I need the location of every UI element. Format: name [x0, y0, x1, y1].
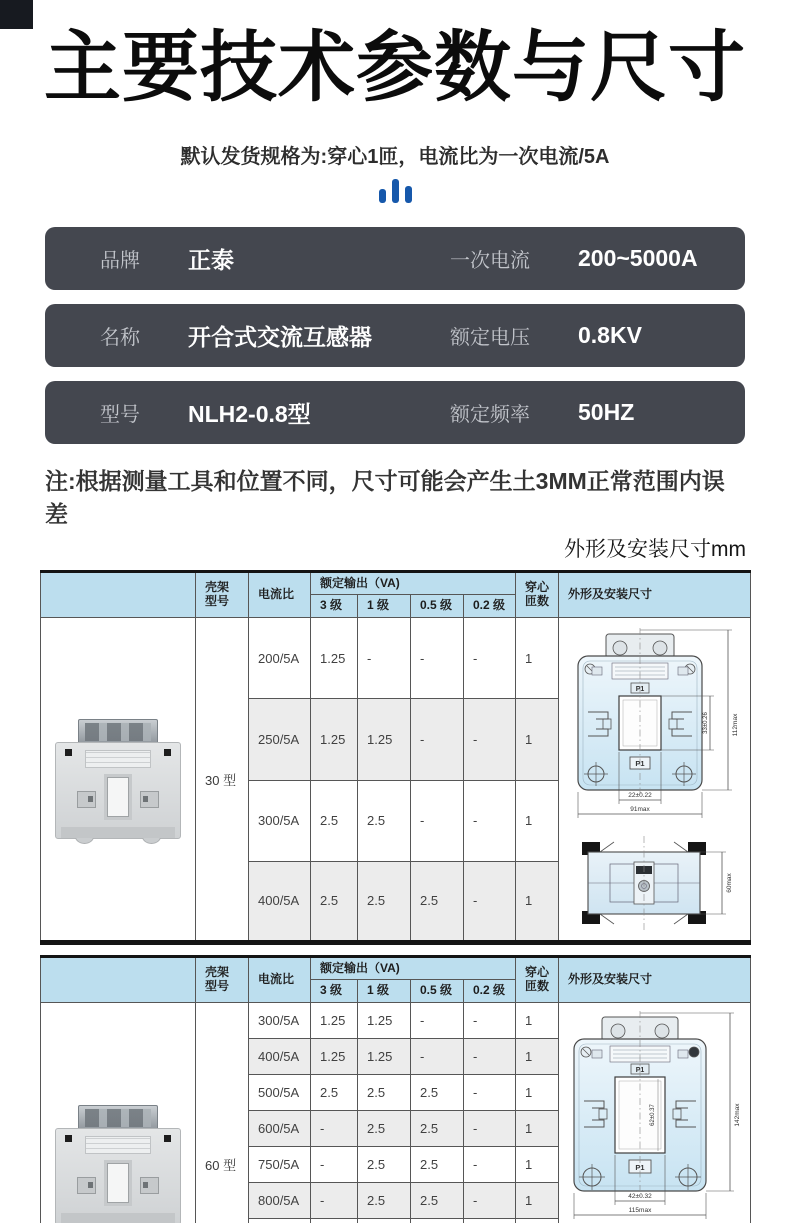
cell-c02: -	[464, 1111, 516, 1147]
device-foot	[142, 1215, 161, 1223]
dim-window-width-label: 22±0.22	[628, 792, 652, 799]
product-photo-30	[55, 719, 181, 839]
cell-c05: -	[411, 1039, 464, 1075]
device-nameplate	[85, 1136, 151, 1154]
header-class-05: 0.5 级	[411, 595, 464, 618]
tolerance-note: 注:根据测量工具和位置不同，尺寸可能会产生土3MM正常范围内误差	[45, 468, 725, 527]
cell-ratio: 800/5A	[249, 1183, 311, 1219]
device-nameplate	[85, 750, 151, 768]
cell-ratio: 250/5A	[249, 699, 311, 780]
header-class-1: 1 级	[358, 980, 411, 1003]
frame-model-cell: 60 型	[196, 1003, 249, 1223]
header-class-02: 0.2 级	[464, 595, 516, 618]
cell-ratio: 400/5A	[249, 1039, 311, 1075]
cell-c05: 2.5	[411, 1183, 464, 1219]
dimension-drawing-top-30	[562, 826, 747, 940]
device-terminal-block	[78, 1105, 158, 1131]
spec-label: 额定电压	[450, 327, 530, 349]
cell-turns: 1	[516, 1039, 559, 1075]
cell-c3: 2.5	[311, 861, 358, 942]
cell-c02: -	[464, 861, 516, 942]
dim-window-width-label: 42±0.32	[628, 1193, 652, 1200]
cell-c1: 2.5	[358, 780, 411, 861]
cell-class1: -	[358, 618, 411, 699]
header-class-02: 0.2 级	[464, 980, 516, 1003]
spec-bar-brand	[45, 227, 745, 290]
dimension-drawing-front-30	[562, 620, 747, 820]
header-class-05: 0.5 级	[411, 980, 464, 1003]
cell-c02: -	[464, 780, 516, 861]
device-screw-dot	[65, 749, 72, 756]
spec-value: NLH2-0.8型	[188, 401, 311, 427]
spec-row	[41, 1003, 751, 1039]
header-frame-model: 壳架 型号	[196, 572, 249, 618]
cell-ratio: 400/5A	[249, 861, 311, 942]
cell-turns: 1	[516, 1003, 559, 1039]
cell-c05: 2.5	[411, 1111, 464, 1147]
device-foot	[75, 1215, 94, 1223]
dim-window-height-label: 33±0.26	[703, 712, 710, 734]
dim-height-label: 142max	[734, 1103, 742, 1127]
cell-c3: -	[311, 1147, 358, 1183]
cell-c3: -	[311, 1183, 358, 1219]
cell-c1: 2.5	[358, 1147, 411, 1183]
cell-turns: 1	[516, 861, 559, 942]
p1-label: P1	[635, 759, 645, 768]
dim-depth-label: 60max	[726, 873, 734, 893]
cell-c3: 1.25	[311, 1039, 358, 1075]
spec-value: 0.8KV	[578, 322, 642, 348]
dim-height-label: 112max	[732, 713, 740, 737]
cell-turns: 1	[516, 1183, 559, 1219]
cell-class3: 1.25	[311, 618, 358, 699]
spec-value: 正泰	[188, 247, 234, 273]
bar-chart-icon-bar	[405, 186, 412, 203]
cell-c1: 2.5	[358, 1183, 411, 1219]
spec-label: 一次电流	[450, 250, 530, 272]
cell-class05: -	[411, 618, 464, 699]
header-turns: 穿心 匝数	[516, 957, 559, 1003]
cell-class05: -	[411, 1003, 464, 1039]
device-side-tab	[140, 791, 159, 808]
device-screw-dot	[164, 1135, 171, 1142]
device-foot	[75, 829, 94, 844]
cell-c02: -	[464, 1183, 516, 1219]
spec-table-60	[40, 955, 751, 1223]
header-class-3: 3 级	[311, 980, 358, 1003]
cell-turns: 1	[516, 699, 559, 780]
spec-value: 开合式交流互感器	[188, 324, 372, 350]
cell-c1: 2.5	[358, 1075, 411, 1111]
dimension-drawing-front-60	[562, 1005, 747, 1223]
cell-c1: 2.5	[358, 861, 411, 942]
product-photo-cell-60	[41, 1003, 196, 1223]
cell-c05: -	[411, 699, 464, 780]
cell-c3: -	[311, 1111, 358, 1147]
header-frame-model: 壳架 型号	[196, 957, 249, 1003]
header-dimensions: 外形及安装尺寸	[559, 957, 751, 1003]
p1-label: P1	[635, 1067, 645, 1074]
cell-c05: 2.5	[411, 1075, 464, 1111]
header-current-ratio: 电流比	[249, 957, 311, 1003]
dimension-unit-note: 外形及安装尺寸mm	[564, 538, 746, 561]
spec-bar-model	[45, 381, 745, 444]
cell-class3: 1.25	[311, 1003, 358, 1039]
cell-c05: -	[411, 780, 464, 861]
header-rated-output: 额定输出（VA)	[311, 957, 516, 980]
frame-model-cell: 30 型	[196, 618, 249, 943]
cell-c05: 2.5	[411, 1147, 464, 1183]
dim-window-height-label: 62±0.37	[650, 1104, 657, 1126]
device-screw-dot	[164, 749, 171, 756]
device-body	[55, 1128, 181, 1223]
header-photo-col	[41, 572, 196, 618]
cell-c02: -	[464, 699, 516, 780]
cell-c1: 1.25	[358, 699, 411, 780]
spec-value: 50HZ	[578, 399, 635, 425]
header-photo-col	[41, 957, 196, 1003]
cell-c02: -	[464, 1039, 516, 1075]
cell-class02: -	[464, 1003, 516, 1039]
cell-turns: 1	[516, 780, 559, 861]
page-title: 主要技术参数与尺寸	[44, 25, 746, 111]
bar-chart-icon-bar	[379, 189, 386, 203]
cell-ratio: 300/5A	[249, 780, 311, 861]
device-screw-dot	[65, 1135, 72, 1142]
header-class-1: 1 级	[358, 595, 411, 618]
cell-ratio: 500/5A	[249, 1075, 311, 1111]
product-photo-cell-30	[41, 618, 196, 943]
cell-c3: 2.5	[311, 780, 358, 861]
cell-c3: 2.5	[311, 1075, 358, 1111]
header-class-3: 3 级	[311, 595, 358, 618]
cell-c02: -	[464, 1147, 516, 1183]
cell-c1: 1.25	[358, 1039, 411, 1075]
page-subtitle: 默认发货规格为:穿心1匝，电流比为一次电流/5A	[180, 146, 610, 168]
spec-label: 品牌	[100, 250, 140, 272]
device-window	[104, 1160, 132, 1206]
cell-c1: 2.5	[358, 1111, 411, 1147]
header-dimensions: 外形及安装尺寸	[559, 572, 751, 618]
cell-turns: 1	[516, 618, 559, 699]
device-foot	[142, 829, 161, 844]
spec-table-30	[40, 570, 751, 945]
cell-turns: 1	[516, 1111, 559, 1147]
spec-row	[41, 618, 751, 699]
spec-value: 200~5000A	[578, 245, 698, 271]
cell-turns: 1	[516, 1147, 559, 1183]
p1-label: P1	[635, 686, 645, 693]
spec-label: 额定频率	[450, 404, 530, 426]
bar-chart-icon	[0, 177, 790, 203]
cell-c05: 2.5	[411, 861, 464, 942]
p1-label: P1	[635, 1163, 645, 1172]
cell-ratio: 300/5A	[249, 1003, 311, 1039]
header-rated-output: 额定输出（VA)	[311, 572, 516, 595]
dimension-drawing-cell-30	[559, 618, 751, 943]
device-side-tab	[77, 1177, 96, 1194]
dimension-drawing-cell-60	[559, 1003, 751, 1223]
cell-ratio: 750/5A	[249, 1147, 311, 1183]
dim-width-label: 115max	[628, 1207, 652, 1214]
dim-width-label: 91max	[630, 806, 650, 813]
cell-ratio: 200/5A	[249, 618, 311, 699]
spec-label: 型号	[100, 404, 140, 426]
product-photo-60	[55, 1105, 181, 1223]
corner-brand-block	[0, 0, 33, 29]
spec-label: 名称	[100, 327, 140, 349]
cell-ratio: 600/5A	[249, 1111, 311, 1147]
device-window	[104, 774, 132, 820]
bar-chart-icon-bar	[392, 179, 399, 203]
device-body	[55, 742, 181, 839]
device-side-tab	[77, 791, 96, 808]
device-side-tab	[140, 1177, 159, 1194]
cell-c02: -	[464, 1075, 516, 1111]
spec-bar-name	[45, 304, 745, 367]
cell-class02: -	[464, 618, 516, 699]
header-turns: 穿心 匝数	[516, 572, 559, 618]
cell-c3: 1.25	[311, 699, 358, 780]
cell-turns: 1	[516, 1075, 559, 1111]
header-current-ratio: 电流比	[249, 572, 311, 618]
cell-class1: 1.25	[358, 1003, 411, 1039]
